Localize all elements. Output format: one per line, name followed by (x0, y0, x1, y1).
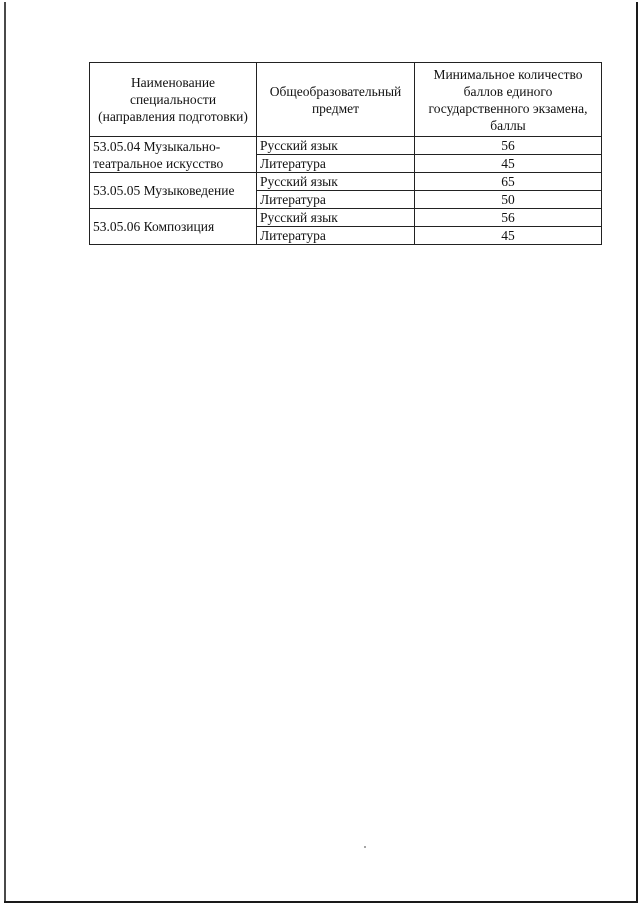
header-subject: Общеобразовательный предмет (257, 63, 415, 137)
subject-cell: Русский язык (257, 209, 415, 227)
table-row (90, 137, 602, 155)
score-cell: 56 (415, 209, 602, 227)
exam-scores-table (89, 62, 602, 245)
table-row (90, 173, 602, 191)
subject-cell: Литература (257, 191, 415, 209)
table-row (90, 209, 602, 227)
header-specialty: Наименование специальности (направления подготовки) (90, 63, 257, 137)
score-cell: 65 (415, 173, 602, 191)
scan-speck (364, 846, 366, 848)
score-cell: 45 (415, 155, 602, 173)
score-cell: 50 (415, 191, 602, 209)
specialty-cell: 53.05.05 Музыковедение (90, 173, 257, 209)
score-cell: 56 (415, 137, 602, 155)
header-min-score: Минимальное количество баллов единого государственного экзамена, баллы (415, 63, 602, 137)
subject-cell: Русский язык (257, 173, 415, 191)
specialty-cell: 53.05.04 Музыкально-театральное искусство (90, 137, 257, 173)
score-cell: 45 (415, 227, 602, 245)
subject-cell: Литература (257, 227, 415, 245)
subject-cell: Русский язык (257, 137, 415, 155)
subject-cell: Литература (257, 155, 415, 173)
table-header-row (90, 63, 602, 137)
specialty-cell: 53.05.06 Композиция (90, 209, 257, 245)
